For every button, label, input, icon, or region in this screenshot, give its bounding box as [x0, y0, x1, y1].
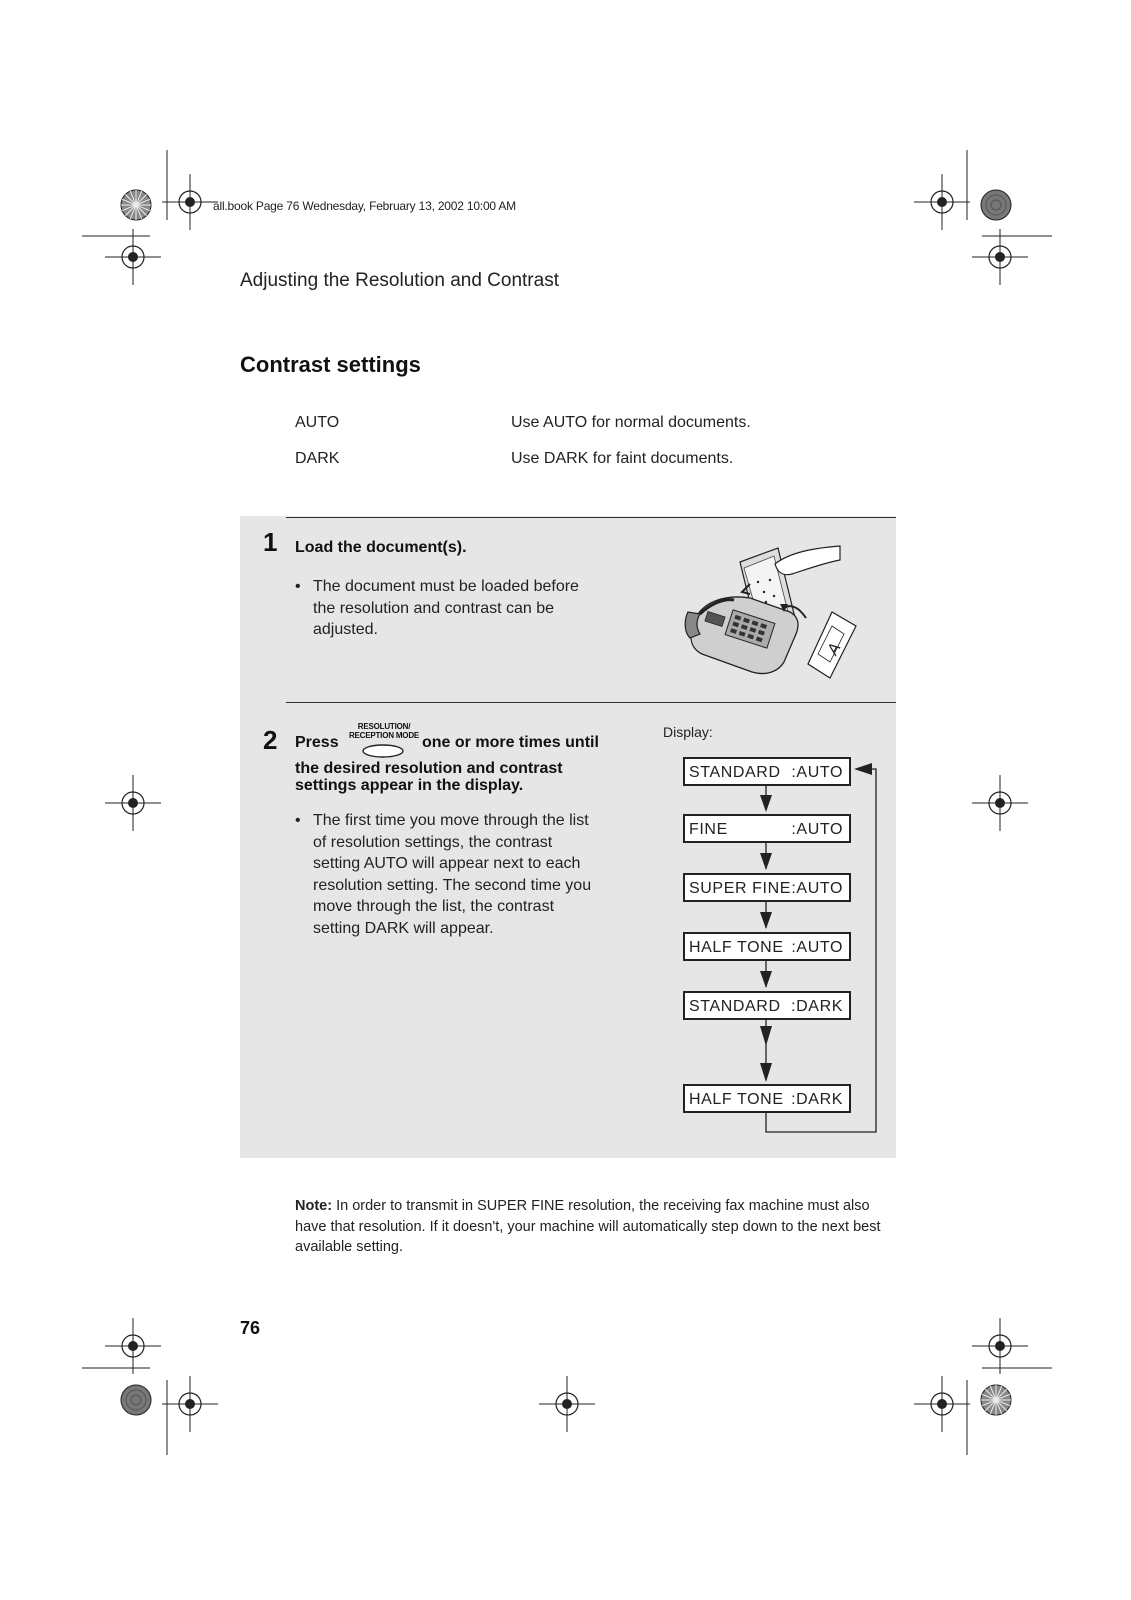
display-contrast: :AUTO [791, 880, 843, 897]
display-resolution: STANDARD [689, 998, 781, 1015]
step-1-bullet-line: adjusted. [313, 621, 378, 638]
step-2-title-line-3: settings appear in the display. [295, 777, 524, 794]
section-title: Contrast settings [240, 352, 421, 377]
note [295, 1196, 895, 1258]
display-resolution: STANDARD [689, 764, 781, 781]
step-2-bullet-line: resolution setting. The second time you [313, 876, 592, 894]
print-slug: all.book Page 76 Wednesday, February 13, 2002 10:00 AM [213, 199, 516, 213]
step-2-title-line-2: the desired resolution and contrast [295, 760, 563, 777]
step-1-number: 1 [263, 527, 278, 557]
step-2-press-word: Press [295, 734, 339, 751]
step-2-bullet-line: of resolution settings, the contrast [313, 833, 553, 851]
bullet-dot: • [295, 812, 301, 829]
display-item-fine-auto [683, 814, 851, 843]
display-contrast: :AUTO [791, 764, 843, 781]
setting-name-dark: DARK [295, 450, 340, 467]
step-2-bullet-line: setting DARK will appear. [313, 919, 494, 937]
button-label-line: RESOLUTION/ [357, 722, 411, 731]
step-2-bullet-line: move through the list, the contrast [313, 898, 555, 915]
setting-description-auto: Use AUTO for normal documents. [511, 414, 751, 431]
step-2-title-line-1: one or more times until [422, 734, 599, 751]
display-item-standard-auto [683, 757, 851, 786]
display-item-half-tone-dark [683, 1084, 851, 1113]
display-resolution: SUPER FINE [689, 880, 792, 897]
running-head: Adjusting the Resolution and Contrast [240, 270, 559, 291]
step-1-bullet-line: The document must be loaded before [313, 578, 579, 595]
display-item-half-tone-auto [683, 932, 851, 961]
sheet-letter: A [824, 640, 845, 658]
step-2-bullet-line: The first time you move through the list [313, 812, 589, 829]
setting-name-auto: AUTO [295, 414, 340, 431]
button-label-line: RECEPTION MODE [348, 731, 420, 740]
setting-description-dark: Use DARK for faint documents. [511, 450, 734, 467]
note-text: In order to transmit in SUPER FINE resolution, the receiving fax machine must also have that resolution. If it doesn't, your machine will automatically step down to the next best available setting. [295, 1198, 881, 1255]
display-contrast: :AUTO [791, 939, 843, 956]
display-item-super-fine-auto [683, 873, 851, 902]
note-label: Note: [295, 1198, 333, 1214]
step-1-bullet-line: the resolution and contrast can be [313, 599, 555, 617]
display-contrast: :AUTO [791, 821, 843, 838]
display-contrast: :DARK [791, 998, 843, 1015]
display-label: Display: [663, 724, 713, 740]
bullet-dot: • [295, 578, 301, 595]
display-resolution: HALF TONE [689, 939, 784, 956]
display-resolution: FINE [689, 821, 728, 838]
step-2-bullet-line: setting AUTO will appear next to each [313, 855, 581, 872]
page-number: 76 [240, 1318, 261, 1338]
display-contrast: :DARK [791, 1091, 843, 1108]
step-2-number: 2 [263, 725, 278, 755]
display-resolution: HALF TONE [689, 1091, 784, 1108]
step-1-title: Load the document(s). [295, 539, 467, 556]
display-item-standard-dark [683, 991, 851, 1020]
